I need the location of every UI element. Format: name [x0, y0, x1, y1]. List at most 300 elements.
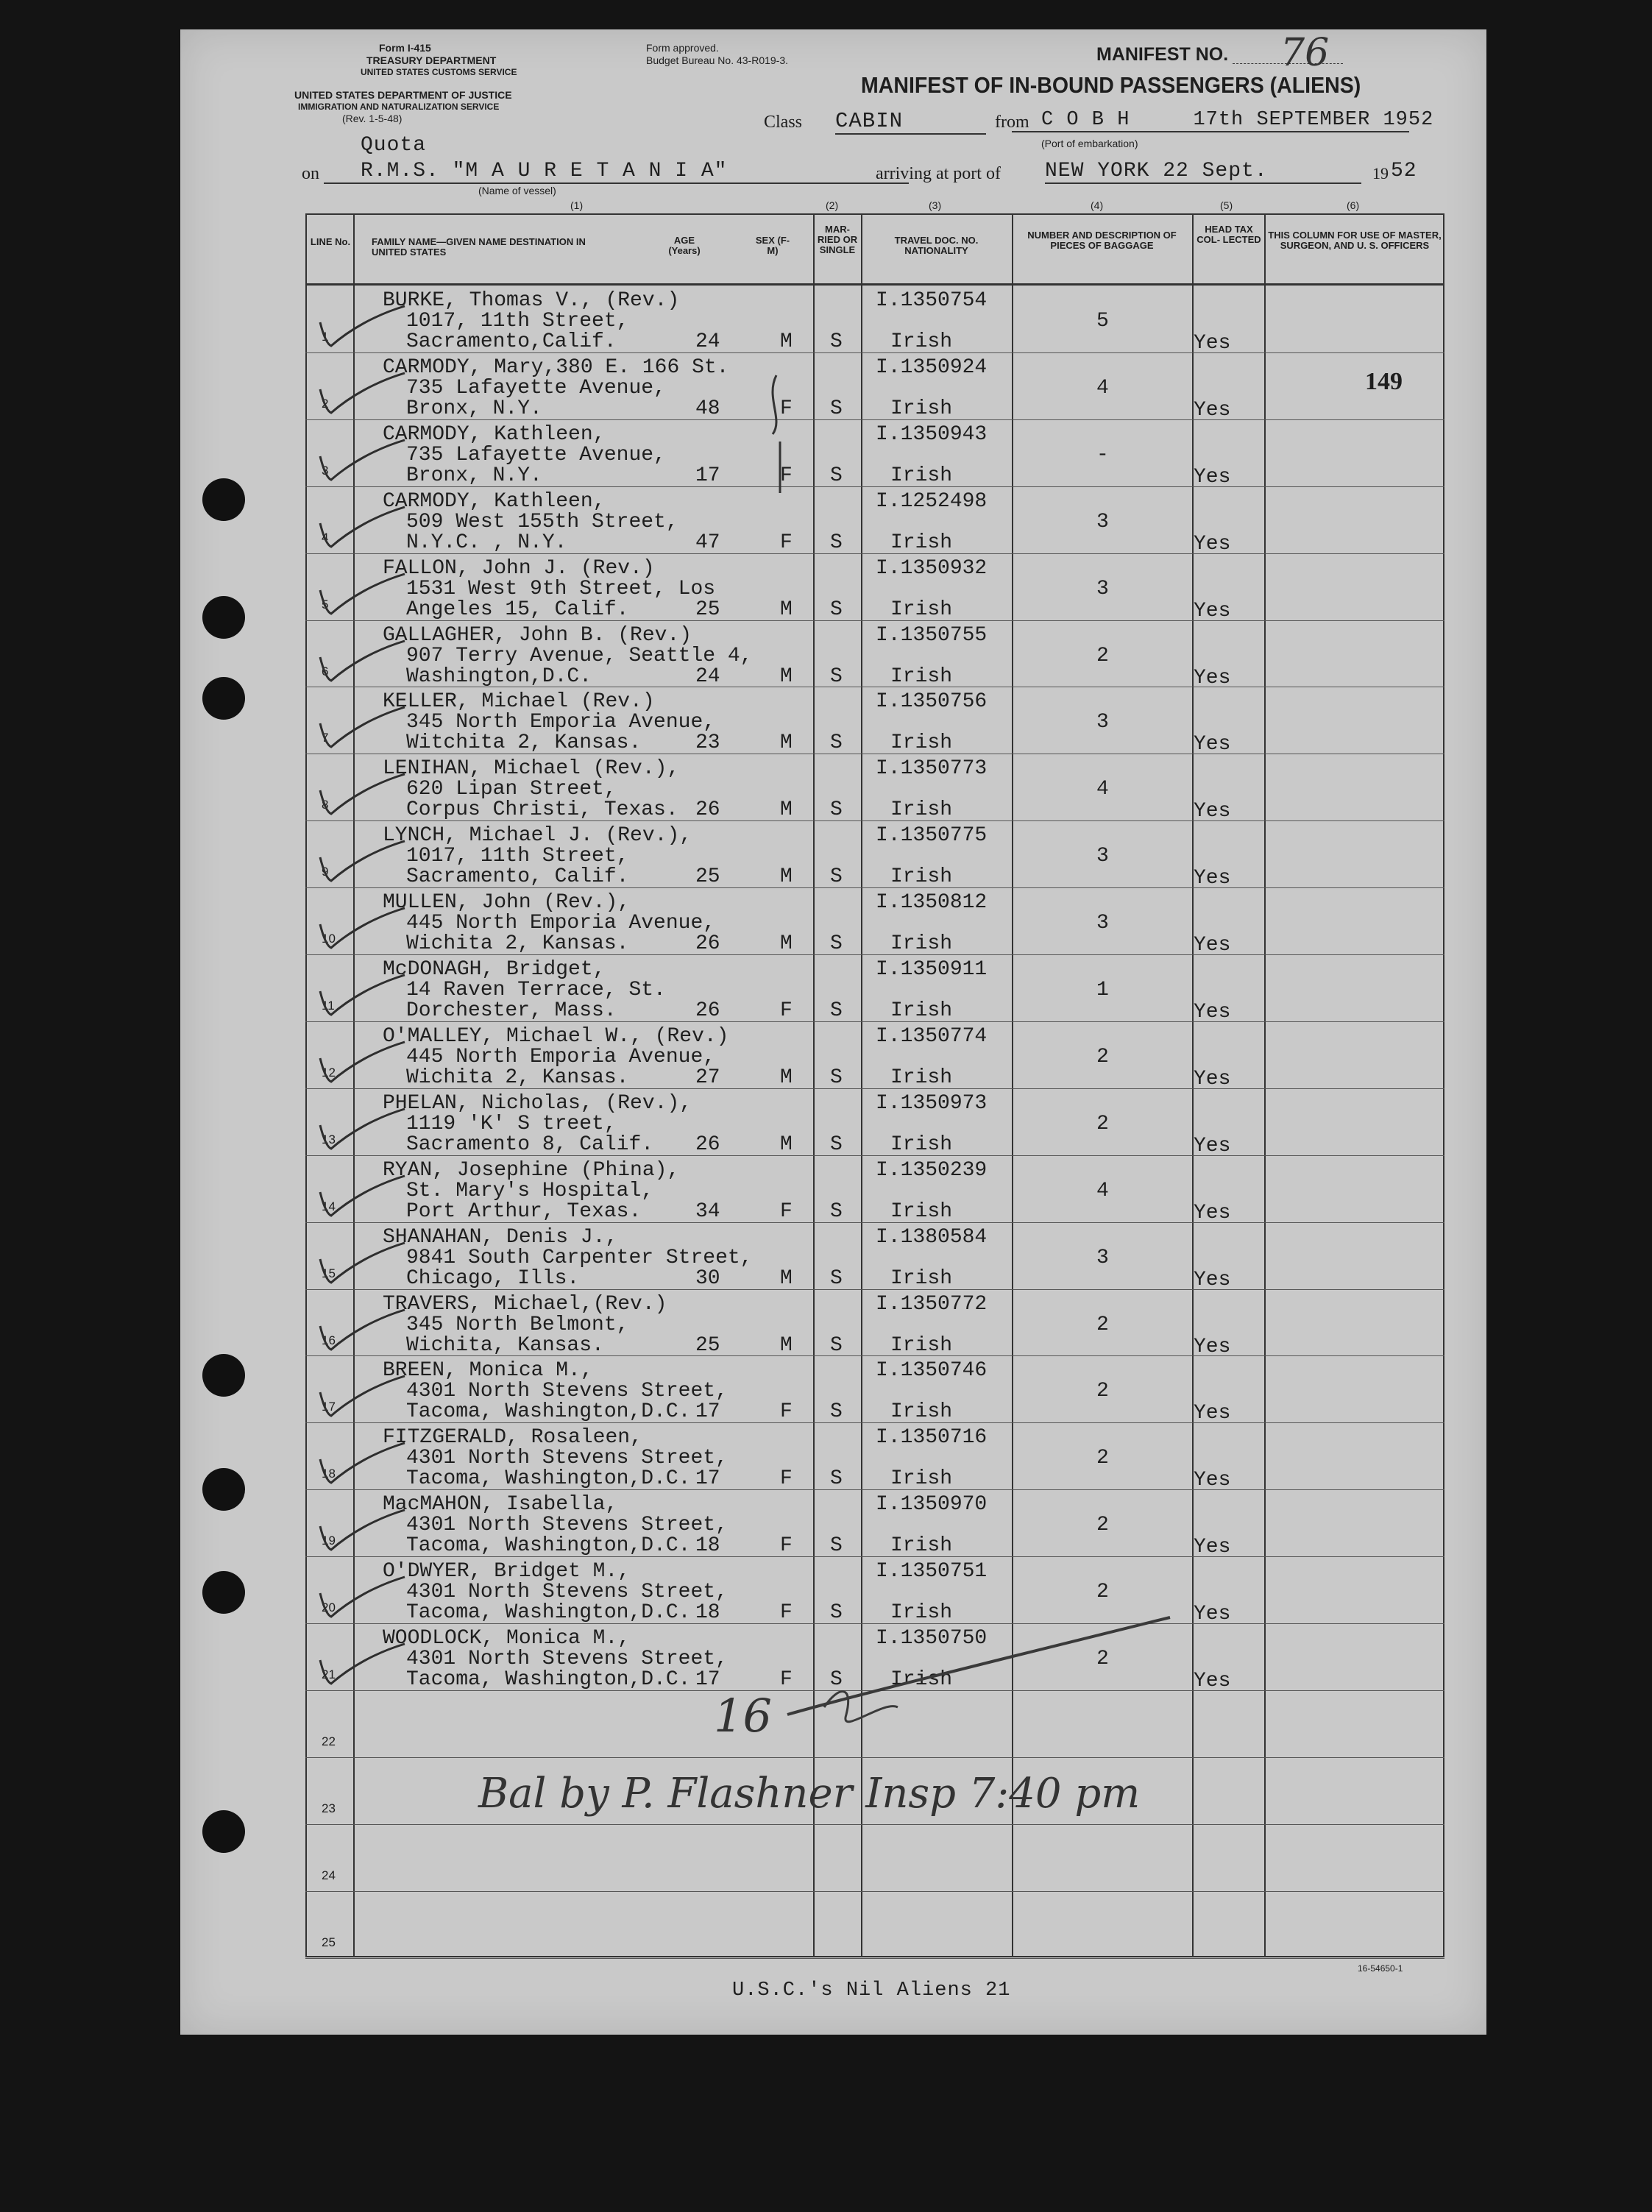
- sex: F: [780, 1199, 793, 1223]
- age: 25: [695, 865, 720, 889]
- head-tax: Yes: [1194, 733, 1231, 756]
- head-tax: Yes: [1194, 1670, 1231, 1692]
- class-value: CABIN: [835, 109, 986, 135]
- line-number: 1: [322, 330, 329, 344]
- passenger-name: FALLON, John J. (Rev.): [383, 556, 655, 580]
- address-city: Dorchester, Mass.: [406, 999, 617, 1022]
- travel-doc-no: I.1350943: [876, 422, 988, 446]
- head-tax: Yes: [1194, 934, 1231, 957]
- head-tax: Yes: [1194, 1134, 1231, 1158]
- address-city: Chicago, Ills.: [406, 1266, 580, 1290]
- line-number: 8: [322, 798, 329, 812]
- line-number: 9: [322, 865, 329, 879]
- check-mark: [305, 1036, 408, 1088]
- baggage-count: 2: [1096, 1045, 1109, 1068]
- col-divider: [1264, 213, 1266, 1957]
- marital-status: S: [830, 1266, 843, 1290]
- head-tax: Yes: [1194, 1268, 1231, 1291]
- address-city: Tacoma, Washington,D.C.: [406, 1467, 691, 1491]
- address-city: Wichita 2, Kansas.: [406, 932, 629, 956]
- age: 18: [695, 1534, 720, 1558]
- nationality: Irish: [890, 464, 953, 487]
- marital-status: S: [830, 464, 843, 487]
- marital-status: S: [830, 1333, 843, 1357]
- address-city: Corpus Christi, Texas.: [406, 798, 678, 822]
- address-city: Washington,D.C.: [406, 664, 592, 688]
- baggage-count: 2: [1096, 1380, 1109, 1403]
- line-number: 12: [322, 1065, 336, 1080]
- check-mark: [305, 1103, 408, 1155]
- baggage-count: 2: [1096, 1447, 1109, 1470]
- col-head-head-tax: HEAD TAX COL- LECTED: [1197, 224, 1261, 245]
- marital-status: S: [830, 1601, 843, 1625]
- check-mark: [305, 902, 408, 954]
- col-number-2: (2): [826, 199, 839, 211]
- baggage-count: 3: [1096, 577, 1109, 600]
- col-head-married: MAR- RIED OR SINGLE: [817, 224, 858, 255]
- sex: F: [780, 999, 793, 1022]
- nationality: Irish: [890, 1066, 953, 1089]
- travel-doc-no: I.1350772: [876, 1292, 988, 1316]
- nationality: Irish: [890, 598, 953, 621]
- customs-service: UNITED STATES CUSTOMS SERVICE: [361, 67, 517, 77]
- age: 26: [695, 798, 720, 822]
- address-line: 907 Terry Avenue, Seattle 4,: [406, 644, 753, 667]
- check-mark: [305, 1638, 408, 1690]
- nationality: Irish: [890, 1199, 953, 1223]
- vessel-name: R.M.S. "M A U R E T A N I A": [324, 160, 909, 184]
- baggage-count: 4: [1096, 1179, 1109, 1202]
- head-tax: Yes: [1194, 867, 1231, 890]
- address-city: Bronx, N.Y.: [406, 464, 542, 487]
- form-approved: Form approved.: [646, 42, 719, 54]
- port-name: C O B H: [1041, 109, 1130, 131]
- check-mark: [305, 1504, 408, 1556]
- punch-hole: [202, 1468, 245, 1511]
- punch-hole: [202, 1810, 245, 1853]
- nationality: Irish: [890, 1132, 953, 1156]
- baggage-count: 2: [1096, 1112, 1109, 1135]
- line-number: 4: [322, 530, 329, 545]
- baggage-count: 2: [1096, 1313, 1109, 1336]
- line-number: 24: [322, 1868, 336, 1882]
- check-mark: [305, 768, 408, 820]
- col-number-6: (6): [1347, 199, 1360, 211]
- manifest-no-handwritten: 76: [1280, 31, 1330, 75]
- col-head-sex: SEX (F-M): [755, 235, 790, 256]
- check-mark: [305, 1437, 408, 1489]
- address-city: Wichita, Kansas.: [406, 1333, 604, 1357]
- head-tax: Yes: [1194, 800, 1231, 823]
- check-mark: [305, 300, 408, 352]
- line-number: 21: [322, 1667, 336, 1681]
- baggage-count: 2: [1096, 644, 1109, 667]
- baggage-count: 5: [1096, 310, 1109, 333]
- check-mark: [305, 367, 408, 419]
- passenger-name: LYNCH, Michael J. (Rev.),: [383, 824, 692, 848]
- age: 17: [695, 1668, 720, 1691]
- sex: F: [780, 1668, 793, 1691]
- passenger-name: PHELAN, Nicholas, (Rev.),: [383, 1091, 692, 1115]
- line-number: 5: [322, 597, 329, 612]
- carmody-bracket: [751, 368, 795, 500]
- col-head-officers: THIS COLUMN FOR USE OF MASTER, SURGEON, AND U. S. OFFICERS: [1268, 230, 1442, 251]
- baggage-count: 3: [1096, 510, 1109, 533]
- passenger-name: GALLAGHER, John B. (Rev.): [383, 623, 692, 647]
- address-city: Wichita 2, Kansas.: [406, 1066, 629, 1089]
- arrival-year: 52: [1391, 160, 1417, 182]
- address-line: 4301 North Stevens Street,: [406, 1514, 728, 1537]
- marital-status: S: [830, 397, 843, 420]
- head-tax: Yes: [1194, 332, 1231, 355]
- marital-status: S: [830, 664, 843, 688]
- col-head-name: FAMILY NAME—GIVEN NAME DESTINATION IN UNITED STATES: [372, 236, 586, 258]
- line-number: 22: [322, 1734, 336, 1748]
- check-mark: [305, 1370, 408, 1422]
- travel-doc-no: I.1350973: [876, 1091, 988, 1115]
- sailing-date: 17th SEPTEMBER 1952: [1193, 109, 1434, 131]
- age: 48: [695, 397, 720, 420]
- nationality: Irish: [890, 330, 953, 353]
- age: 18: [695, 1601, 720, 1625]
- travel-doc-no: I.1350751: [876, 1560, 988, 1584]
- col-head-baggage: NUMBER AND DESCRIPTION OF PIECES OF BAGGAGE: [1027, 230, 1177, 251]
- head-tax: Yes: [1194, 1402, 1231, 1425]
- col-number-4: (4): [1091, 199, 1104, 211]
- travel-doc-no: I.1350924: [876, 355, 988, 379]
- head-tax: Yes: [1194, 532, 1231, 556]
- margin-number: 149: [1365, 368, 1403, 395]
- age: 25: [695, 598, 720, 621]
- sex: F: [780, 464, 793, 487]
- passenger-name: WOODLOCK, Monica M.,: [383, 1627, 631, 1650]
- marital-status: S: [830, 330, 843, 353]
- sex: M: [780, 664, 793, 688]
- address-line: 509 West 155th Street,: [406, 510, 678, 533]
- line-number: 18: [322, 1467, 336, 1481]
- baggage-count: 4: [1096, 376, 1109, 400]
- address-line: 1017, 11th Street,: [406, 310, 629, 333]
- nationality: Irish: [890, 1467, 953, 1491]
- summary: U.S.C.'s Nil Aliens 21: [732, 1979, 1011, 2002]
- travel-doc-no: I.1350750: [876, 1627, 988, 1650]
- year-prefix: 19: [1372, 164, 1389, 182]
- passenger-name: CARMODY, Kathleen,: [383, 489, 606, 513]
- punch-hole: [202, 677, 245, 720]
- travel-doc-no: I.1350754: [876, 289, 988, 312]
- age: 23: [695, 731, 720, 755]
- sex: M: [780, 932, 793, 956]
- address-city: Port Arthur, Texas.: [406, 1199, 642, 1223]
- nationality: Irish: [890, 664, 953, 688]
- check-mark: [305, 1304, 408, 1355]
- age: 26: [695, 1132, 720, 1156]
- justice-dept: UNITED STATES DEPARTMENT OF JUSTICE: [294, 89, 512, 101]
- passenger-name: MacMAHON, Isabella,: [383, 1493, 618, 1517]
- punch-hole: [202, 478, 245, 521]
- age: 30: [695, 1266, 720, 1290]
- address-line: 4301 North Stevens Street,: [406, 1581, 728, 1604]
- passenger-name: O'DWYER, Bridget M.,: [383, 1560, 631, 1584]
- address-line: 4301 North Stevens Street,: [406, 1447, 728, 1470]
- sex: M: [780, 1333, 793, 1357]
- baggage-count: 3: [1096, 845, 1109, 868]
- nationality: Irish: [890, 1266, 953, 1290]
- age: 24: [695, 330, 720, 353]
- manifest-title: MANIFEST OF IN-BOUND PASSENGERS (ALIENS): [861, 72, 1361, 98]
- punch-hole: [202, 1571, 245, 1614]
- address-line: 345 North Belmont,: [406, 1313, 629, 1336]
- marital-status: S: [830, 1467, 843, 1491]
- address-line: 735 Lafayette Avenue,: [406, 376, 666, 400]
- form-revision: (Rev. 1-5-48): [342, 113, 403, 124]
- travel-doc-no: I.1350775: [876, 824, 988, 848]
- sex: M: [780, 798, 793, 822]
- address-city: Witchita 2, Kansas.: [406, 731, 642, 755]
- nationality: Irish: [890, 932, 953, 956]
- head-tax: Yes: [1194, 1335, 1231, 1358]
- port-caption: (Port of embarkation): [1041, 138, 1138, 149]
- travel-doc-no: I.1350911: [876, 958, 988, 981]
- marital-status: S: [830, 1534, 843, 1558]
- print-code: 16-54650-1: [1358, 1963, 1403, 1974]
- punch-hole: [202, 596, 245, 639]
- row-rule: [305, 1891, 1444, 1892]
- tally-scribble: [780, 1612, 1177, 1729]
- header-rule: [305, 283, 1444, 286]
- col-head-line: LINE No.: [310, 236, 351, 247]
- sex: M: [780, 1066, 793, 1089]
- line-number: 23: [322, 1801, 336, 1815]
- age: 24: [695, 664, 720, 688]
- sex: F: [780, 1467, 793, 1491]
- check-mark: [305, 1237, 408, 1288]
- nationality: Irish: [890, 1668, 953, 1691]
- marital-status: S: [830, 598, 843, 621]
- passenger-name: TRAVERS, Michael,(Rev.): [383, 1292, 667, 1316]
- line-number: 17: [322, 1400, 336, 1414]
- ins-service: IMMIGRATION AND NATURALIZATION SERVICE: [298, 102, 500, 112]
- on-label: on: [302, 164, 319, 183]
- quota: Quota: [361, 134, 427, 157]
- marital-status: S: [830, 1400, 843, 1424]
- inspector-signature: Bal by P. Flashner Insp 7:40 pm: [478, 1770, 1141, 1818]
- sex: M: [780, 598, 793, 621]
- nationality: Irish: [890, 1333, 953, 1357]
- punch-hole: [202, 1354, 245, 1397]
- passenger-name: SHANAHAN, Denis J.,: [383, 1225, 618, 1249]
- nationality: Irish: [890, 1601, 953, 1625]
- address-line: 620 Lipan Street,: [406, 778, 617, 801]
- head-tax: Yes: [1194, 398, 1231, 422]
- head-tax: Yes: [1194, 666, 1231, 690]
- address-city: Sacramento, Calif.: [406, 865, 629, 889]
- line-number: 10: [322, 932, 336, 946]
- address-line: 445 North Emporia Avenue,: [406, 1045, 716, 1068]
- col-head-travel-doc: TRAVEL DOC. NO. NATIONALITY: [894, 235, 979, 256]
- head-tax: Yes: [1194, 1001, 1231, 1024]
- travel-doc-no: I.1350932: [876, 556, 988, 580]
- head-tax: Yes: [1194, 1469, 1231, 1492]
- travel-doc-no: I.1350716: [876, 1426, 988, 1450]
- passenger-name: BURKE, Thomas V., (Rev.): [383, 289, 680, 312]
- age: 47: [695, 531, 720, 554]
- line-number: 2: [322, 396, 329, 411]
- line-number: 11: [322, 999, 335, 1013]
- sex: F: [780, 1534, 793, 1558]
- travel-doc-no: I.1350970: [876, 1493, 988, 1517]
- address-city: Tacoma, Washington,D.C.: [406, 1534, 691, 1558]
- embarkation-port: [1012, 109, 1434, 132]
- line-number: 3: [322, 463, 329, 478]
- baggage-count: -: [1096, 443, 1109, 467]
- line-number: 25: [322, 1935, 336, 1949]
- from-label: from: [995, 113, 1029, 132]
- sex: M: [780, 1266, 793, 1290]
- sex: F: [780, 1601, 793, 1625]
- baggage-count: 4: [1096, 778, 1109, 801]
- head-tax: Yes: [1194, 1536, 1231, 1559]
- address-line: 1017, 11th Street,: [406, 845, 629, 868]
- baggage-count: 2: [1096, 1581, 1109, 1604]
- address-city: Sacramento,Calif.: [406, 330, 617, 353]
- address-city: Sacramento 8, Calif.: [406, 1132, 654, 1156]
- budget-bureau: Budget Bureau No. 43-R019-3.: [646, 54, 789, 66]
- age: 17: [695, 1400, 720, 1424]
- head-tax: Yes: [1194, 1067, 1231, 1091]
- travel-doc-no: I.1350773: [876, 757, 988, 781]
- treasury-dept: TREASURY DEPARTMENT: [366, 54, 497, 66]
- marital-status: S: [830, 731, 843, 755]
- age: 34: [695, 1199, 720, 1223]
- address-line: 9841 South Carpenter Street,: [406, 1246, 753, 1269]
- baggage-count: 2: [1096, 1514, 1109, 1537]
- arrival-port: NEW YORK 22 Sept.: [1045, 160, 1361, 184]
- vessel-caption: (Name of vessel): [478, 185, 556, 196]
- travel-doc-no: I.1350812: [876, 891, 988, 915]
- sex: M: [780, 731, 793, 755]
- sex: M: [780, 330, 793, 353]
- passenger-name: CARMODY, Mary,380 E. 166 St.: [383, 355, 729, 379]
- check-mark: [305, 501, 408, 553]
- passenger-name: KELLER, Michael (Rev.): [383, 690, 655, 714]
- sex: F: [780, 1400, 793, 1424]
- head-tax: Yes: [1194, 599, 1231, 623]
- head-tax: Yes: [1194, 465, 1231, 489]
- check-mark: [305, 434, 408, 486]
- head-tax: Yes: [1194, 1201, 1231, 1224]
- form-number: Form I-415: [379, 42, 431, 54]
- col-number-1: (1): [570, 199, 584, 211]
- marital-status: S: [830, 1199, 843, 1223]
- col-head-age: AGE (Years): [668, 235, 701, 256]
- baggage-count: 1: [1096, 979, 1109, 1002]
- address-line: St. Mary's Hospital,: [406, 1179, 654, 1202]
- tally-handwritten: 16: [714, 1689, 772, 1743]
- passenger-name: MULLEN, John (Rev.),: [383, 891, 631, 915]
- sex: F: [780, 531, 793, 554]
- address-line: 445 North Emporia Avenue,: [406, 912, 716, 935]
- line-number: 16: [322, 1333, 336, 1347]
- check-mark: [305, 1571, 408, 1623]
- sex: M: [780, 1132, 793, 1156]
- passenger-name: O'MALLEY, Michael W., (Rev.): [383, 1024, 729, 1048]
- passenger-name: McDONAGH, Bridget,: [383, 958, 606, 981]
- line-number: 19: [322, 1534, 336, 1548]
- line-number: 13: [322, 1132, 336, 1146]
- age: 25: [695, 1333, 720, 1357]
- marital-status: S: [830, 932, 843, 956]
- baggage-count: 2: [1096, 1648, 1109, 1670]
- passenger-name: BREEN, Monica M.,: [383, 1359, 593, 1383]
- marital-status: S: [830, 531, 843, 554]
- nationality: Irish: [890, 1534, 953, 1558]
- age: 26: [695, 999, 720, 1022]
- line-number: 7: [322, 731, 329, 745]
- sex: M: [780, 865, 793, 889]
- travel-doc-no: I.1380584: [876, 1225, 988, 1249]
- check-mark: [305, 1170, 408, 1222]
- travel-doc-no: I.1252498: [876, 489, 988, 513]
- line-number: 14: [322, 1199, 336, 1213]
- class-label: Class: [764, 113, 803, 132]
- age: 17: [695, 1467, 720, 1491]
- head-tax: Yes: [1194, 1603, 1231, 1626]
- baggage-count: 3: [1096, 1246, 1109, 1269]
- nationality: Irish: [890, 1400, 953, 1424]
- nationality: Irish: [890, 397, 953, 420]
- check-mark: [305, 969, 408, 1021]
- address-line: 1531 West 9th Street, Los: [406, 577, 716, 600]
- travel-doc-no: I.1350746: [876, 1359, 988, 1383]
- sex: F: [780, 397, 793, 420]
- manifest-no-label: MANIFEST NO.: [1096, 44, 1229, 65]
- check-mark: [305, 635, 408, 687]
- marital-status: S: [830, 865, 843, 889]
- line-number: 15: [322, 1266, 336, 1280]
- passenger-name: RYAN, Josephine (Phina),: [383, 1158, 680, 1182]
- marital-status: S: [830, 1132, 843, 1156]
- nationality: Irish: [890, 865, 953, 889]
- nationality: Irish: [890, 999, 953, 1022]
- age: 17: [695, 464, 720, 487]
- travel-doc-no: I.1350755: [876, 623, 988, 647]
- check-mark: [305, 701, 408, 753]
- passenger-name: FITZGERALD, Rosaleen,: [383, 1426, 642, 1450]
- travel-doc-no: I.1350239: [876, 1158, 988, 1182]
- address-city: N.Y.C. , N.Y.: [406, 531, 567, 554]
- line-number: 6: [322, 664, 329, 678]
- address-city: Angeles 15, Calif.: [406, 598, 629, 621]
- address-line: 14 Raven Terrace, St.: [406, 979, 666, 1002]
- check-mark: [305, 835, 408, 887]
- passenger-name: LENIHAN, Michael (Rev.),: [383, 757, 680, 781]
- marital-status: S: [830, 1668, 843, 1691]
- age: 27: [695, 1066, 720, 1089]
- nationality: Irish: [890, 798, 953, 822]
- baggage-count: 3: [1096, 711, 1109, 734]
- travel-doc-no: I.1350756: [876, 690, 988, 714]
- address-line: 345 North Emporia Avenue,: [406, 711, 716, 734]
- address-line: 4301 North Stevens Street,: [406, 1648, 728, 1670]
- marital-status: S: [830, 1066, 843, 1089]
- col-number-3: (3): [929, 199, 942, 211]
- address-line: 735 Lafayette Avenue,: [406, 443, 666, 467]
- address-city: Tacoma, Washington,D.C.: [406, 1400, 691, 1424]
- address-city: Tacoma, Washington,D.C.: [406, 1668, 691, 1691]
- passenger-name: CARMODY, Kathleen,: [383, 422, 606, 446]
- age: 26: [695, 932, 720, 956]
